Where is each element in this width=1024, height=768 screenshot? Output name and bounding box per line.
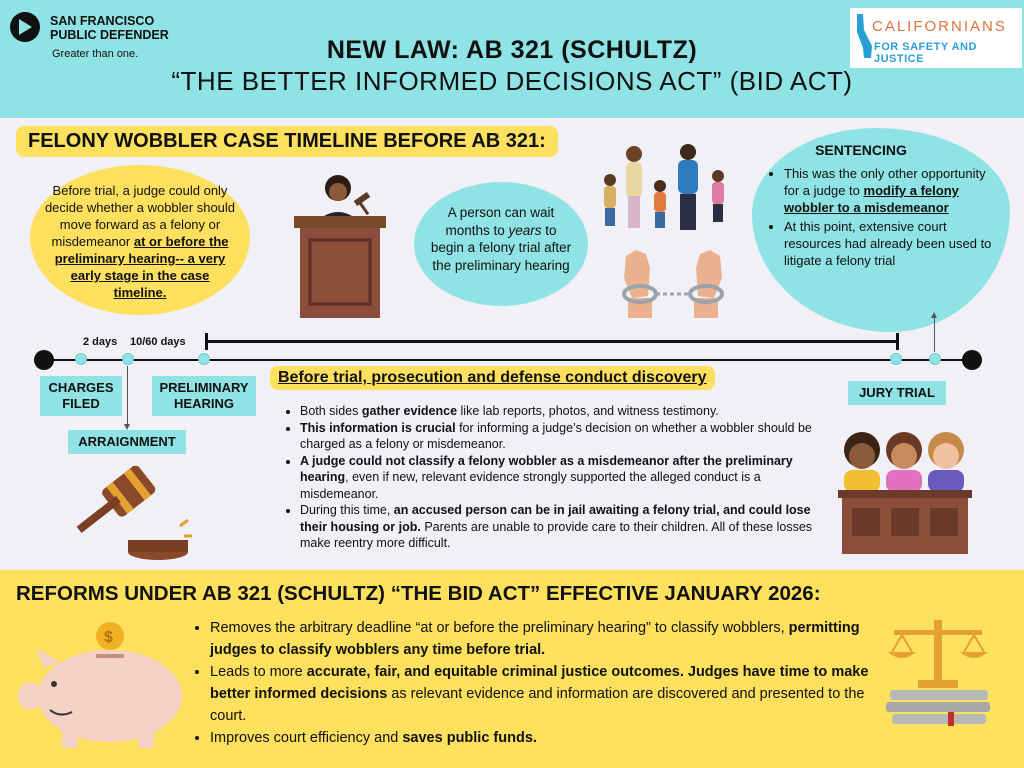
arraignment-dot — [122, 353, 134, 365]
preliminary-hearing-dot — [198, 353, 210, 365]
list-item — [300, 502, 816, 552]
timeline-end-dot — [962, 350, 982, 370]
discovery-item4-post: Parents are unable to provide care to their children. All of these losses make reentry more difficult. — [300, 519, 813, 550]
scales-of-justice-icon — [882, 614, 994, 726]
jury-trial-label: JURY TRIAL — [848, 381, 946, 405]
reform-item3-bold: saves public funds. — [402, 730, 537, 746]
wait-text-italic: years — [508, 222, 542, 238]
wait-text-post: to begin a felony trial after the preliminary hearing — [430, 222, 572, 273]
reform-item2-post: as relevant evidence and information are discovered and presented to the court. — [210, 686, 865, 724]
judge-podium-icon — [292, 170, 388, 320]
svg-text:$: $ — [104, 629, 113, 646]
sentencing-pointer — [934, 316, 935, 352]
trial-wait-bubble — [414, 182, 588, 306]
sentencing-item1-text: This was the only other opportunity for a judge to — [784, 166, 986, 198]
list-item — [784, 165, 992, 216]
bracket-end-tick — [896, 333, 899, 350]
sentencing-dot — [929, 353, 941, 365]
discovery-item4-bold: an accused person can be in jail awaiting a felony trial, and could lose their housing or job. — [300, 503, 811, 534]
family-icon — [598, 140, 734, 240]
wait-text-pre: A person can wait months to — [445, 205, 555, 238]
jury-icon — [838, 420, 972, 556]
sentencing-heading: SENTENCING — [815, 142, 907, 158]
list-item — [210, 661, 870, 727]
wait-period-bracket — [206, 340, 898, 343]
discovery-item3-post: , even if new, relevant evidence strongly supported the alleged conduct is a misdemeanor. — [300, 470, 761, 501]
discovery-item4-pre: During this time, — [300, 503, 391, 517]
reform-item1-pre: Removes the arbitrary deadline “at or before the preliminary hearing” to classify wobblers, — [210, 620, 785, 636]
charges-filed-label: CHARGES FILED — [40, 376, 122, 416]
judge-decision-bubble — [30, 165, 250, 315]
list-item — [300, 403, 816, 420]
handcuffed-hands-icon — [620, 248, 726, 318]
interval-2-days: 2 days — [83, 336, 118, 348]
org-tagline: Greater than one. — [52, 48, 139, 60]
reform-item2-pre: Leads to more — [210, 664, 303, 680]
interval-10-60-days: 10/60 days — [130, 336, 186, 348]
timeline-heading: FELONY WOBBLER CASE TIMELINE BEFORE AB 321: — [16, 126, 558, 157]
gavel-icon — [74, 466, 194, 564]
sentencing-list — [770, 165, 992, 269]
reform-item3-pre: Improves court efficiency and — [210, 730, 399, 746]
reforms-list — [190, 617, 870, 749]
arraignment-label: ARRAIGNMENT — [68, 430, 186, 454]
discovery-item1-bold: gather evidence — [361, 404, 458, 418]
discovery-item2-post: for informing a judge’s decision on whether a wobbler should be charged as a felony or misdemeanor. — [300, 420, 812, 451]
discovery-item1-pre: Both sides — [300, 404, 359, 418]
list-item — [210, 617, 870, 661]
partner-name-line2: FOR SAFETY AND JUSTICE — [874, 41, 977, 65]
timeline-axis — [44, 359, 974, 361]
list-item — [210, 727, 870, 749]
page-subtitle: “THE BETTER INFORMED DECISIONS ACT” (BID ACT) — [171, 66, 853, 96]
org-name-line1: SAN FRANCISCO — [50, 14, 155, 28]
reform-item1-bold: permitting judges to classify wobblers any time before trial. — [210, 620, 860, 658]
page-title: NEW LAW: AB 321 (SCHULTZ) — [326, 36, 698, 64]
charges-filed-dot — [75, 353, 87, 365]
sentencing-bubble — [752, 128, 1010, 332]
judge-bubble-text: Before trial, a judge could only decide whether a wobbler should move forward as a felony or misdemeanor — [44, 183, 236, 249]
timeline-start-dot — [34, 350, 54, 370]
list-item — [300, 420, 816, 453]
list-item — [300, 453, 816, 503]
partner-name-line1: CALIFORNIANS — [872, 18, 1007, 35]
arrow-up-icon — [931, 312, 937, 318]
org-name-line2: PUBLIC DEFENDER — [50, 28, 169, 42]
reform-item2-bold: accurate, fair, and equitable criminal justice outcomes. Judges have time to make better informed decisions — [210, 664, 869, 702]
preliminary-hearing-label: PRELIMINARY HEARING — [152, 376, 256, 416]
bracket-start-tick — [205, 333, 208, 350]
jury-trial-dot — [890, 353, 902, 365]
list-item: • At this point, extensive court resources had already been used to litigate a felony trial — [784, 218, 992, 269]
arraignment-pointer — [127, 366, 128, 426]
discovery-item1-post: like lab reports, photos, and witness testimony. — [460, 404, 719, 418]
sentencing-item1-emphasis: modify a felony wobbler to a misdemeanor — [784, 183, 959, 215]
piggy-bank-icon — [14, 618, 190, 752]
discovery-item3-bold: A judge could not classify a felony wobbler as a misdemeanor after the preliminary hearing — [300, 453, 793, 484]
discovery-item2-bold: This information is crucial — [300, 420, 456, 435]
discovery-heading: Before trial, prosecution and defense conduct discovery — [270, 366, 715, 390]
judge-bubble-emphasis: at or before the preliminary hearing-- a very early stage in the case timeline. — [54, 234, 229, 300]
reforms-heading: REFORMS UNDER AB 321 (SCHULTZ) “THE BID ACT” EFFECTIVE JANUARY 2026: — [16, 582, 821, 605]
discovery-list — [286, 403, 816, 552]
